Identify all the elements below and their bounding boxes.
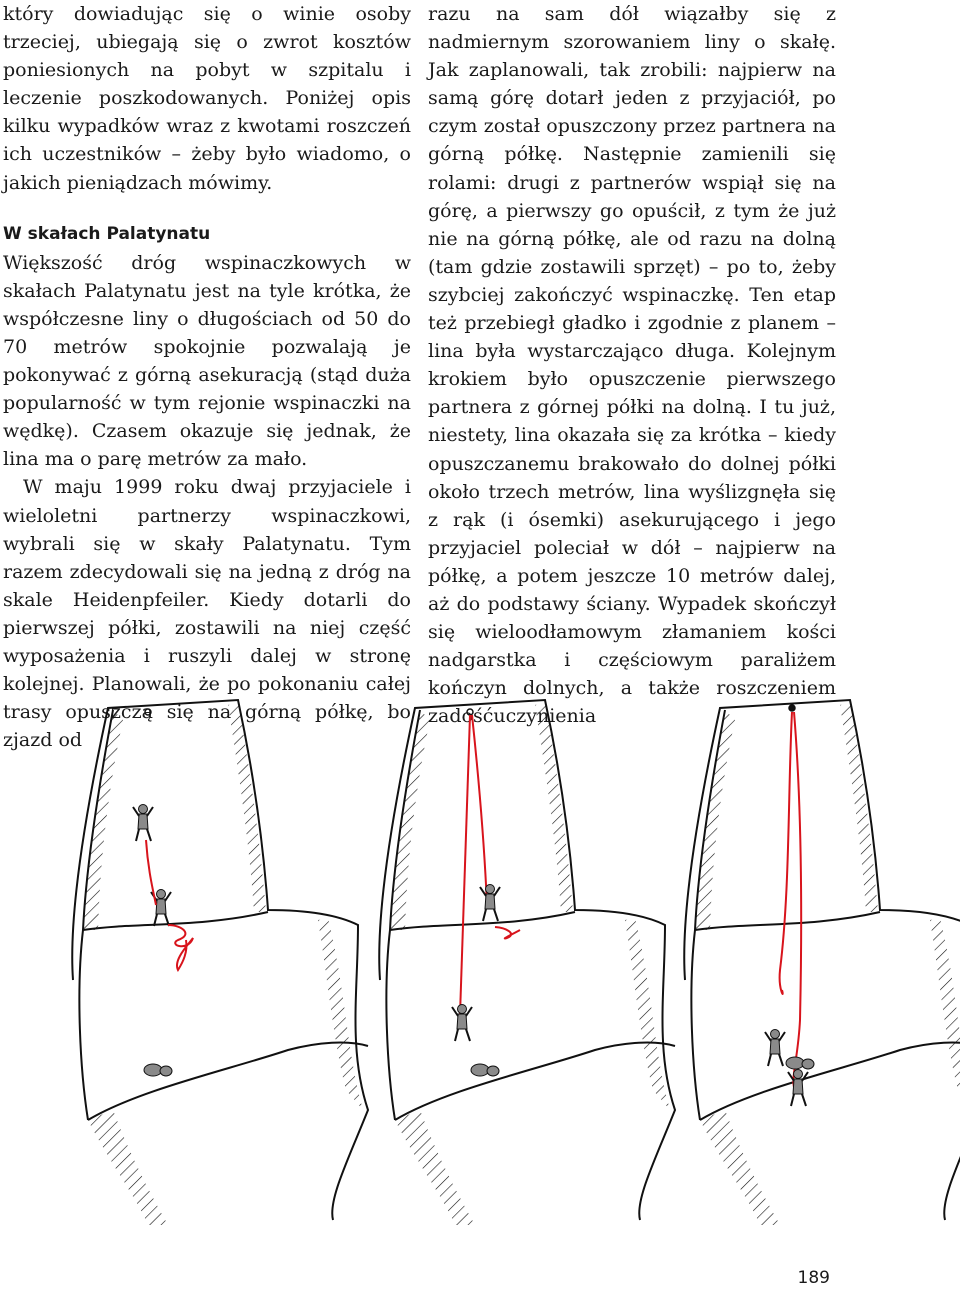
paragraph: który dowiadując się o winie osoby trzeciej, ubiegają się o zwrot kosztów poniesionych na pobyt w szpitalu i leczenie poszkodowanych. Poniżej opis kilku wypadków wraz z kwotami roszczeń ich uczestników – żeby było wiadomo, o jakich pieniądzach mówimy. — [3, 3, 411, 194]
anchor-icon — [467, 709, 473, 715]
climber-icon — [133, 805, 153, 842]
rope-coil-icon — [495, 927, 520, 938]
lowered-climber-icon — [452, 1005, 472, 1042]
illustration-panel-1 — [72, 700, 368, 1225]
rope-coil-icon — [168, 925, 193, 970]
falling-climber-icon — [788, 1070, 808, 1107]
illustration-panel-3 — [684, 700, 960, 1225]
right-column — [428, 0, 836, 730]
gear-pile-icon — [144, 1064, 172, 1076]
page-number: 189 — [797, 1268, 830, 1288]
gear-pile-icon — [786, 1057, 814, 1069]
belayer-icon — [480, 885, 500, 922]
left-column — [3, 0, 411, 754]
section-heading: W skałach Palatynatu — [3, 223, 211, 244]
anchor-icon — [789, 705, 795, 711]
anchor-icon — [145, 709, 151, 715]
gear-pile-icon — [471, 1064, 499, 1076]
climbing-accident-illustration — [0, 690, 960, 1230]
paragraph: Większość dróg wspinaczkowych w skałach Palatynatu jest na tyle krótka, że współczesne liny o długościach od 50 do 70 metrów spokojnie pozwalają je pokonywać z górną asekuracją (stąd duża popularność w tym rejonie wspinaczki na wędkę). Czasem okazuje się jednak, że lina ma o parę metrów za mało. — [3, 251, 411, 471]
paragraph: razu na sam dół wiązałby się z nadmiernym szorowaniem liny o skałę. Jak zaplanowali, tak zrobili: najpierw na samą górę dotarł jeden z przyjaciół, po czym został opuszczony przez partnera na górną półkę. Następnie zamienili się rolami: drugi z partnerów wspiął się na górę, a pierwszy go opuścił, z tym że już nie na górną półkę, ale od razu na dolną (tam gdzie zostawili sprzęt) – po to, żeby szybciej zakończyć wspinaczkę. Ten etap też przebiegł gładko i zgodnie z planem – lina była wystarczająco długa. Kolejnym krokiem było opuszczenie pierwszego partnera z górnej półki na dolną. I tu już, niestety, lina okazała się za krótka – kiedy opuszczanemu brakowało do dolnej półki około trzech metrów, lina wyślizgnęła się z rąk (i ósemki) asekurującego i jego przyjaciel poleciał w dół – najpierw na półkę, a potem jeszcze 10 metrów dalej, aż do podstawy ściany. Wypadek skończył się wieloodłamowym złamaniem kości nadgarstka i częściowym paraliżem kończyn dolnych, a także roszczeniem zadośćuczynienia — [428, 3, 836, 728]
paragraph: W maju 1999 roku dwaj przyjaciele i wieloletni partnerzy wspinaczkowi, wybrali się w skały Palatynatu. Tym razem zdecydowali się na jedną z dróg na skale Heidenpfeiler. Kiedy dotarli do pierwszej półki, zostawili na niej część wyposażenia i ruszyli dalej w stronę kolejnej. Planowali, że po pokonaniu całej trasy opuszczą się na górną półkę, bo zjazd od — [3, 476, 411, 752]
illustration-panel-2 — [379, 700, 675, 1225]
belayer-icon — [765, 1030, 785, 1067]
